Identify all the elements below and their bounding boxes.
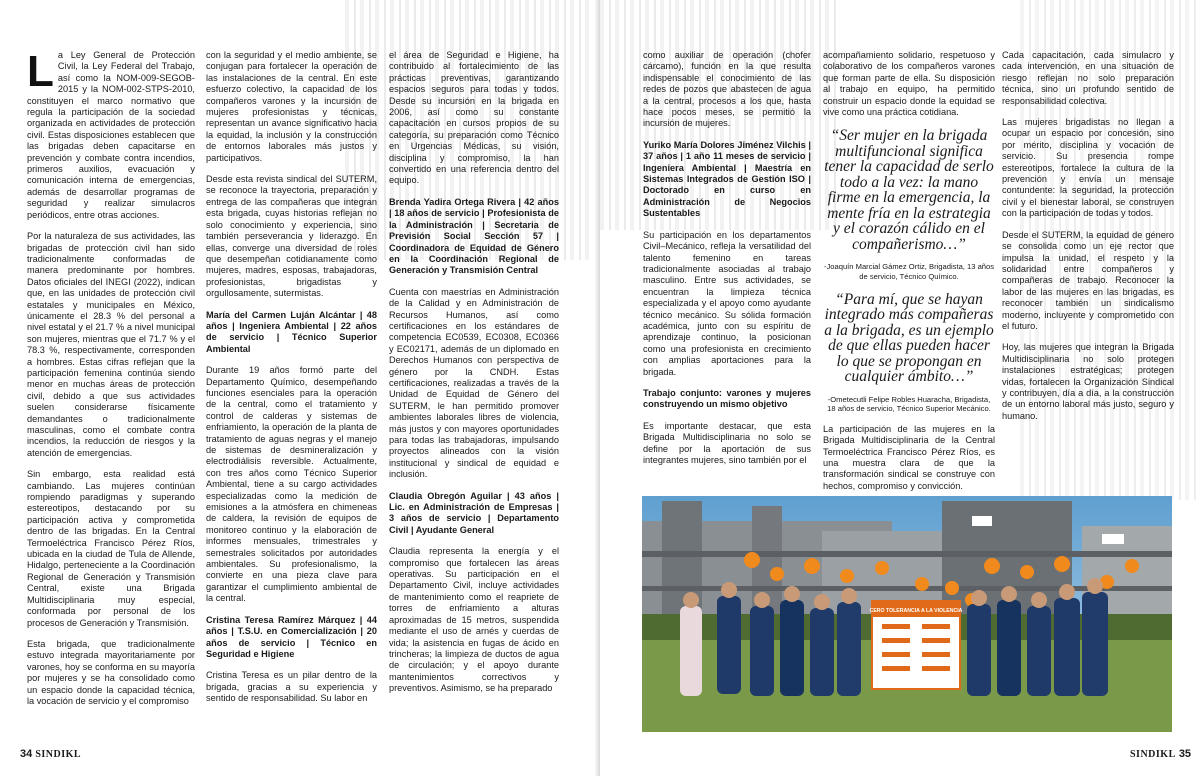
profile-heading: Yuriko María Dolores Jiménez Vilchis | 37 años | 1 año 11 meses de servicio | Ingeniera Ambiental | Maestría en Sistemas Integrados de Gestión ISO | Doctorado en curso en Administración de Negocios Sustentables [643, 139, 811, 219]
right-column-1 [643, 50, 811, 476]
quote-attribution: -Joaquín Marcial Gámez Ortiz, Brigadista, 13 años de servicio, Técnico Químico. [823, 262, 995, 282]
page-footer [1130, 748, 1191, 760]
page-number: 35 [1178, 748, 1192, 760]
pull-quote: “Ser mujer en la brigada multifuncional significa tener la capacidad de serlo todo a la vez: la mano firme en la emergencia, la mente fría en la estrategia y el corazón cálido en el compañerismo…” [824, 127, 994, 253]
profile-heading: Cristina Teresa Ramírez Márquez | 44 años | T.S.U. en Comercialización | 20 años de servicio | Técnico en Seguridad e Higiene [206, 614, 377, 659]
right-column-2 [823, 50, 995, 502]
page-number: 34 [20, 748, 33, 760]
paragraph: Sin embargo, esta realidad está cambiando. Las mujeres continúan rompiendo paradigmas y superando estereotipos, destacando por su participación activa y comprometida dentro de las brigadas. En la Central Termoeléctrica Francisco Pérez Ríos, ubicada en la ciudad de Tula de Allende, Hidalgo, perteneciente a la Coordinación Regional de Generación y Transmisión Central, existe una Brigada Multidisciplinaria muy especial, conformada por personal de los procesos de Generación y Transmisión. [27, 469, 195, 628]
left-column-3 [389, 50, 559, 705]
brigade-group-photo [642, 496, 1172, 732]
section-heading: Trabajo conjunto: varones y mujeres construyendo un mismo objetivo [643, 387, 811, 410]
left-column-2 [206, 50, 377, 715]
banner-sign-text: CERO TOLERANCIA A LA VIOLENCIA [869, 608, 963, 614]
paragraph: Desde el SUTERM, la equidad de género se consolida como un eje rector que impulsa la unidad, el respeto y la solidaridad entre compañeros y compañeras de trabajo. Reconocer la labor de las mujeres en las brigadas, es reconocer también un sindicalismo moderno, incluyente y comprometido con el futuro. [1002, 229, 1174, 331]
profile-heading: Brenda Yadira Ortega Rivera | 42 años | 18 años de servicio | Profesionista de la Administración | Secretaria de Previsión Social Sección 57 | Coordinadora de Equidad de Género en la Coordinación Regional de Generación y Transmisión Central [389, 196, 559, 276]
drop-cap: L [27, 47, 54, 96]
paragraph: Es importante destacar, que esta Brigada Multidisciplinaria no solo se define por la aportación de sus integrantes mujeres, sino también por el [643, 420, 811, 465]
paragraph: acompañamiento solidario, respetuoso y colaborativo de los compañeros varones que forman parte de ella. Su disposición al trabajo en equipo, ha permitido construir un espacio donde la equidad se vive como una práctica cotidiana. [823, 50, 995, 118]
paragraph: como auxiliar de operación (chofer cárcamo), función en la que resulta indispensable el conocimiento de las redes de pozos que abastecen de agua a la central, procesos a los que, hasta hace pocos meses, se permitió la incursión de mujeres. [643, 50, 811, 129]
paragraph: Durante 19 años formó parte del Departamento Químico, desempeñando funciones esenciales para la operación de la central, como el tratamiento y control de calderas y sistemas de enfriamiento, la operación de la planta de tratamiento de aguas negras y el manejo de sistemas de desmineralización y electrodiálisis reversible. Actualmente, con tres años como Técnico Superior Ambiental, tiene a su cargo actividades especializadas como la medición de emisiones a la atmósfera en chimeneas de caldera, la revisión de equipos de monitoreo continuo y la elaboración de informes mensuales, trimestrales y semestrales solicitados por autoridades ambientales. Su profesionalismo, la convierte en una pieza clave para garantizar el cumplimiento ambiental de la central. [206, 365, 377, 604]
right-column-3 [1002, 50, 1174, 432]
magazine-logo: SINDIKL [1130, 749, 1176, 760]
violence-zero-banner [872, 601, 960, 689]
paragraph: el área de Seguridad e Higiene, ha contribuido al fortalecimiento de las prácticas preventivas, garantizando espacios seguros para todas y todos. Desde su incursión en la brigada en 2006, así como su constante capacitación en cursos propios de su categoría, su preparación como Técnico en Urgencias Médicas, su visión, disciplina y compromiso, la han convertido en una referencia dentro del equipo. [389, 50, 559, 186]
page-footer [20, 748, 81, 760]
paragraph: Cristina Teresa es un pilar dentro de la brigada, gracias a su experiencia y sentido de responsabilidad. Su labor en [206, 670, 377, 704]
profile-heading: María del Carmen Luján Alcántar | 48 años | Ingeniera Ambiental | 22 años de servicio | Técnico Superior Ambiental [206, 309, 377, 354]
paragraph: Las mujeres brigadistas no llegan a ocupar un espacio por concesión, sino por mérito, disciplina y vocación de servicio. Su presencia rompe estereotipos, fortalece la cultura de la prevención y envía un mensaje contundente: la seguridad, la protección civil y el bienestar laboral, se construyen con la participación de todas y todos. [1002, 117, 1174, 219]
profile-heading: Claudia Obregón Aguilar | 43 años | Lic. en Administración de Empresas | 3 años de servicio | Departamento Civil | Ayudante General [389, 490, 559, 535]
paragraph: La participación de las mujeres en la Brigada Multidisciplinaria de la Central Termoeléctrica Francisco Pérez Ríos, es una muestra clara de que la transformación sindical se construye con hechos, compromiso y convicción. [823, 423, 995, 491]
intro-paragraph: La Ley General de Protección Civil, la Ley Federal del Trabajo, así como la NOM-009-SEGOB-2015 y la NOM-002-STPS-2010, constituyen el marco normativo que regula la participación de la sociedad organizada en actividades de protección civil. Estas disposiciones establecen que las brigadas deben capacitarse en prevención y combate contra incendios, primeros auxilios, evacuación y comunicación interna de emergencias, además de desarrollar programas de seguridad y realizar simulacros periódicos, entre otras acciones. [27, 47, 195, 220]
paragraph: Claudia representa la energía y el compromiso que fortalecen las áreas operativas. Su participación en el Departamento Civil, incluye actividades de mantenimiento como el reapriete de torres de enfriamiento a alturas aproximadas de 15 metros, suspendida mediante el uso de arnés y cuerdas de vida; la asistencia en fugas de ácido en trincheras; la limpieza de ductos de agua de circulación; y el apoyo durante mantenimientos correctivos y preventivos. Asimismo, se ha preparado [389, 546, 559, 694]
paragraph: Cuenta con maestrías en Administración de la Calidad y en Administración de Recursos Humanos, así como certificaciones en los estándares de competencia EC0539, EC0308, EC0366 y EC02171, además de un diplomado en Derechos Humanos con perspectiva de género por la CNDH. Estas certificaciones, realizadas a través de la Unidad de Equidad de Género del SUTERM, le han permitido promover ambientes laborales libres de violencia, más justos y con mayores oportunidades para todas las trabajadoras, impulsando proyectos alineados con la visión institucional y sindical de equidad e inclusión. [389, 286, 559, 480]
left-column-1 [27, 47, 195, 717]
quote-attribution: -Ometecutli Felipe Robles Huaracha, Brigadista, 18 años de servicio, Técnico Superior Mecánico. [827, 394, 991, 414]
paragraph: Su participación en los departamentos Civil–Mecánico, refleja la versatilidad del talento femenino en tareas tradicionalmente asociadas al trabajo masculino. Entre sus actividades, se encuentran la limpieza técnica especializada y el apoyo como ayudante técnico mecánico. Su sólida formación académica, junto con su espíritu de aprendizaje continuo, la posicionan como una profesionista en crecimiento con amplias aportaciones para la brigada. [643, 229, 811, 377]
paragraph: Cada capacitación, cada simulacro y cada intervención, en una situación de riesgo reflejan no solo preparación técnica, sino un profundo sentido de responsabilidad colectiva. [1002, 50, 1174, 106]
pull-quote: “Para mí, que se hayan integrado más compañeras a la brigada, es un ejemplo de que ellas pueden hacer lo que se propongan en cualquier ámbito…” [824, 290, 994, 386]
paragraph: Hoy, las mujeres que integran la Brigada Multidisciplinaria no solo protegen instalaciones estratégicas; protegen vidas, fortalecen la Organización Sindical y contribuyen, día a día, a la construcción de un entorno laboral más justo, seguro y humano. [1002, 342, 1174, 421]
paragraph: Desde esta revista sindical del SUTERM, se reconoce la trayectoria, preparación y entrega de las compañeras que integran esta brigada, cuyas historias reflejan no solo conocimiento y experiencia, sino también perseverancia y liderazgo. En ellas, converge una diversidad de roles que desempeñan cotidianamente como mujeres, madres, esposas, trabajadoras, profesionistas, brigadistas y orgullosamente, sutermistas. [206, 174, 377, 299]
paragraph: con la seguridad y el medio ambiente, se conjugan para fortalecer la operación de las instalaciones de la central. En este esfuerzo colectivo, la capacidad de los compañeros varones y la incursión de mujeres profesionistas y técnicas, representan un avance significativo hacia la equidad, la inclusión y la construcción de entornos laborales más justos y participativos. [206, 50, 377, 163]
paragraph: Esta brigada, que tradicionalmente estuvo integrada mayoritariamente por varones, hoy se conforma en su mayoría por mujeres y se ha consolidado como un espacio donde la capacidad técnica, la vocación de servicio y el compromiso [27, 638, 195, 706]
paragraph: Por la naturaleza de sus actividades, las brigadas de protección civil han sido tradicionalmente conformadas de manera predominante por hombres. Datos oficiales del INEGI (2022), indican que, en las unidades de protección civil estatales y municipales en México, únicamente el 28.3 % del personal a nivel estatal y el 21.7 % a nivel municipal son mujeres, mientras que el 71.7 % y el 78.3 %, respectivamente, corresponden a hombres. Estas cifras reflejan que la participación femenina continúa siendo menor en muchas áreas de protección civil, debido a que sus actividades suelen considerarse físicamente demandantes o tradicionalmente masculinas, como el combate contra incendios, la reducción de riesgos y la atención de emergencias. [27, 231, 195, 458]
magazine-logo: SINDIKL [35, 749, 82, 760]
